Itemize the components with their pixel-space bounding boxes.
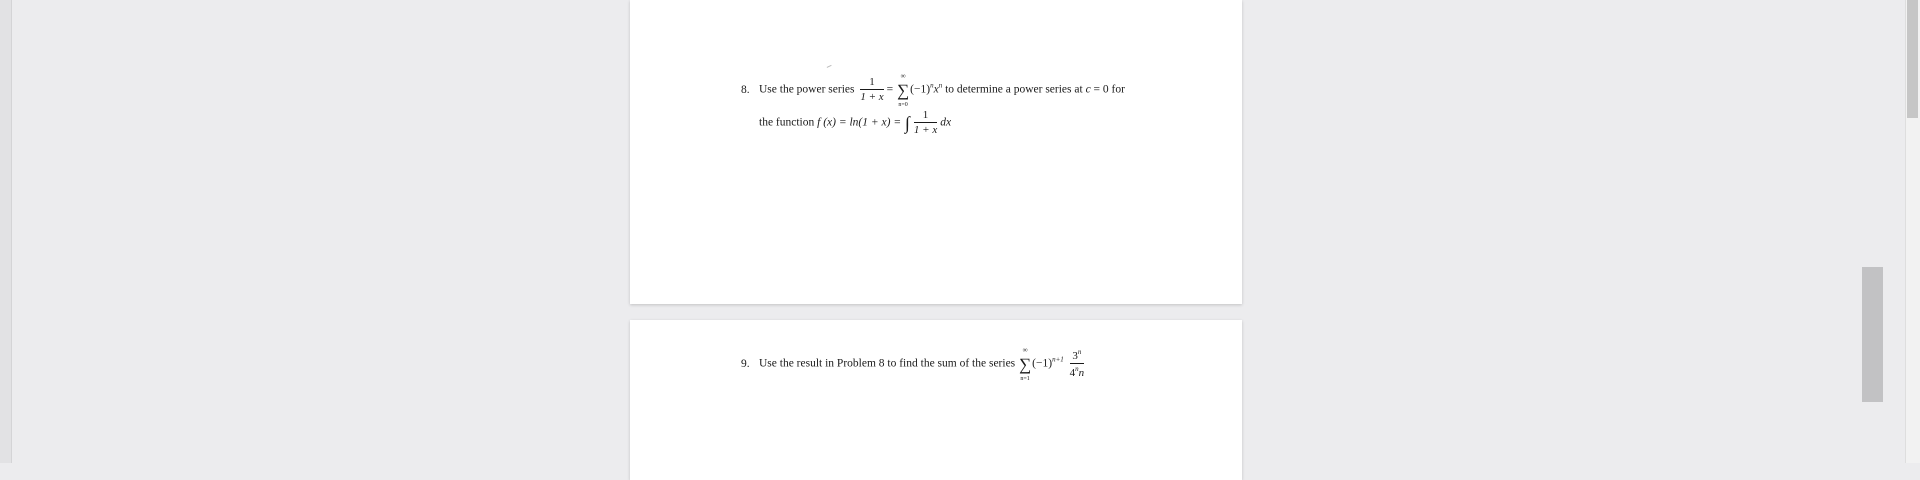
- sigma-symbol: ∑ ∞ n=1: [1019, 345, 1032, 382]
- fraction: $\frac{1}{1 + x}$: [860, 76, 884, 103]
- fraction: $\frac{3^n}{4^nn}$: [1069, 348, 1085, 379]
- document-page-1: [630, 0, 1242, 304]
- left-edge: [0, 0, 12, 463]
- integral-symbol: ∫: [904, 113, 910, 133]
- outer-scrollbar-thumb[interactable]: [1862, 267, 1883, 402]
- fraction: $\frac{1}{1 + x}$: [913, 109, 938, 136]
- problem-number: 8.: [741, 83, 750, 96]
- problem-9: 9. Use the result in Problem 8 to find the sum of the series ∑ ∞ n=1 $(-1)^{n+1}$ $\frac{3^n}{4^nn}$: [741, 345, 1085, 382]
- problem-8-line-1: 8. Use the power series $\frac{1}{1 + x}$ = ∑ ∞ n=0 $(-1)^nx^n$ to determine a power series at c = 0 for: [741, 71, 1125, 108]
- problem-text: Use the power series: [759, 83, 855, 96]
- inner-scrollbar-thumb[interactable]: [1907, 0, 1918, 118]
- document-page-2: [630, 320, 1242, 480]
- problem-8-line-2: the function f (x) = ln(1 + x) = ∫ $\frac{1}{1 + x}$ dx: [759, 109, 952, 136]
- problem-number: 9.: [741, 357, 750, 370]
- problem-text: Use the result in Problem 8 to find the sum of the series: [759, 357, 1016, 370]
- sigma-symbol: ∑ ∞ n=0: [897, 71, 910, 108]
